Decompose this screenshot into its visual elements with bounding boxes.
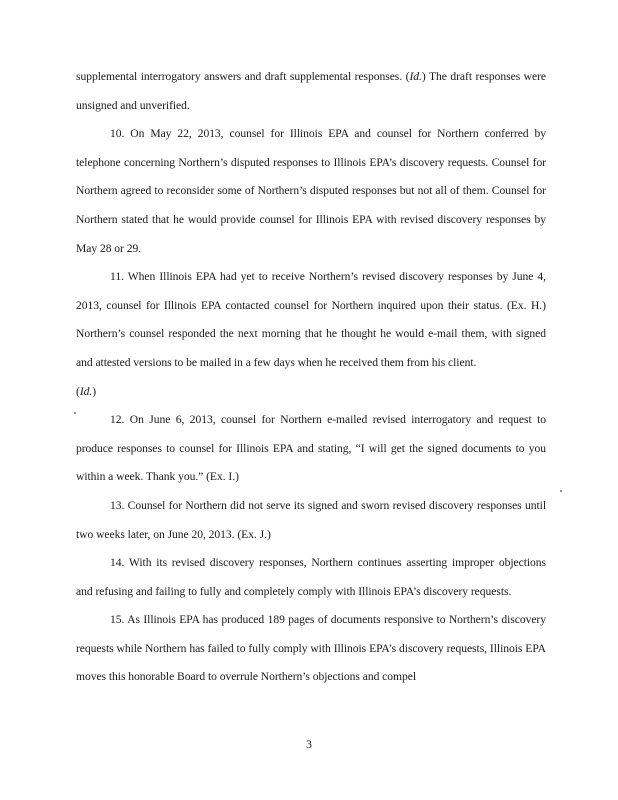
id-citation: Id. <box>409 70 422 83</box>
continuation-text-end: ) The draft responses were unsigned and unverified. <box>76 70 546 112</box>
id-citation: Id. <box>79 384 93 398</box>
paragraph-15: 15. As Illinois EPA has produced 189 pages of documents responsive to Northern’s discovery requests while Northern has failed to fully comply with Illinois EPA’s discovery requests, Illinois EPA moves this honorable Board to overrule Northern’s objections and compel <box>76 613 546 684</box>
paragraph-11: 11. When Illinois EPA had yet to receive Northern’s revised discovery responses by June 4, 2013, counsel for Illinois EPA contacted counsel for Northern inquired upon their status. (Ex. H.) Northern’s counsel responded the next morning that he thought he would e-mail them, with signed and attested versions to be mailed in a few days when he received them from his client. (Id.) <box>76 270 546 398</box>
paragraph-14: 14. With its revised discovery responses, Northern continues asserting improper objections and refusing and failing to fully and completely comply with Illinois EPA’s discovery requests. <box>76 556 546 598</box>
paragraph-12: 12. On June 6, 2013, counsel for Northern e-mailed revised interrogatory and request to produce responses to counsel for Illinois EPA and stating, “I will get the signed documents to you within a week. Thank you.” (Ex. I.) <box>76 413 546 484</box>
scan-speck <box>74 412 76 414</box>
page-number: 3 <box>306 738 312 751</box>
continuation-text: supplemental interrogatory answers and draft supplemental responses. ( <box>76 70 410 83</box>
scan-speck <box>560 490 562 492</box>
paragraph-13: 13. Counsel for Northern did not serve its signed and sworn revised discovery responses until two weeks later, on June 20, 2013. (Ex. J.) <box>76 498 546 541</box>
paragraph-10: 10. On May 22, 2013, counsel for Illinois EPA and counsel for Northern conferred by telephone concerning Northern’s disputed responses to Illinois EPA’s discovery requests. Counsel for Northern agreed to reconsider some of Northern’s disputed responses but not all of them. Counsel for Northern stated that he would provide counsel for Illinois EPA with revised discovery responses by May 28 or 29. <box>76 127 546 255</box>
body-text <box>76 63 546 692</box>
continuation-paragraph <box>76 63 546 120</box>
